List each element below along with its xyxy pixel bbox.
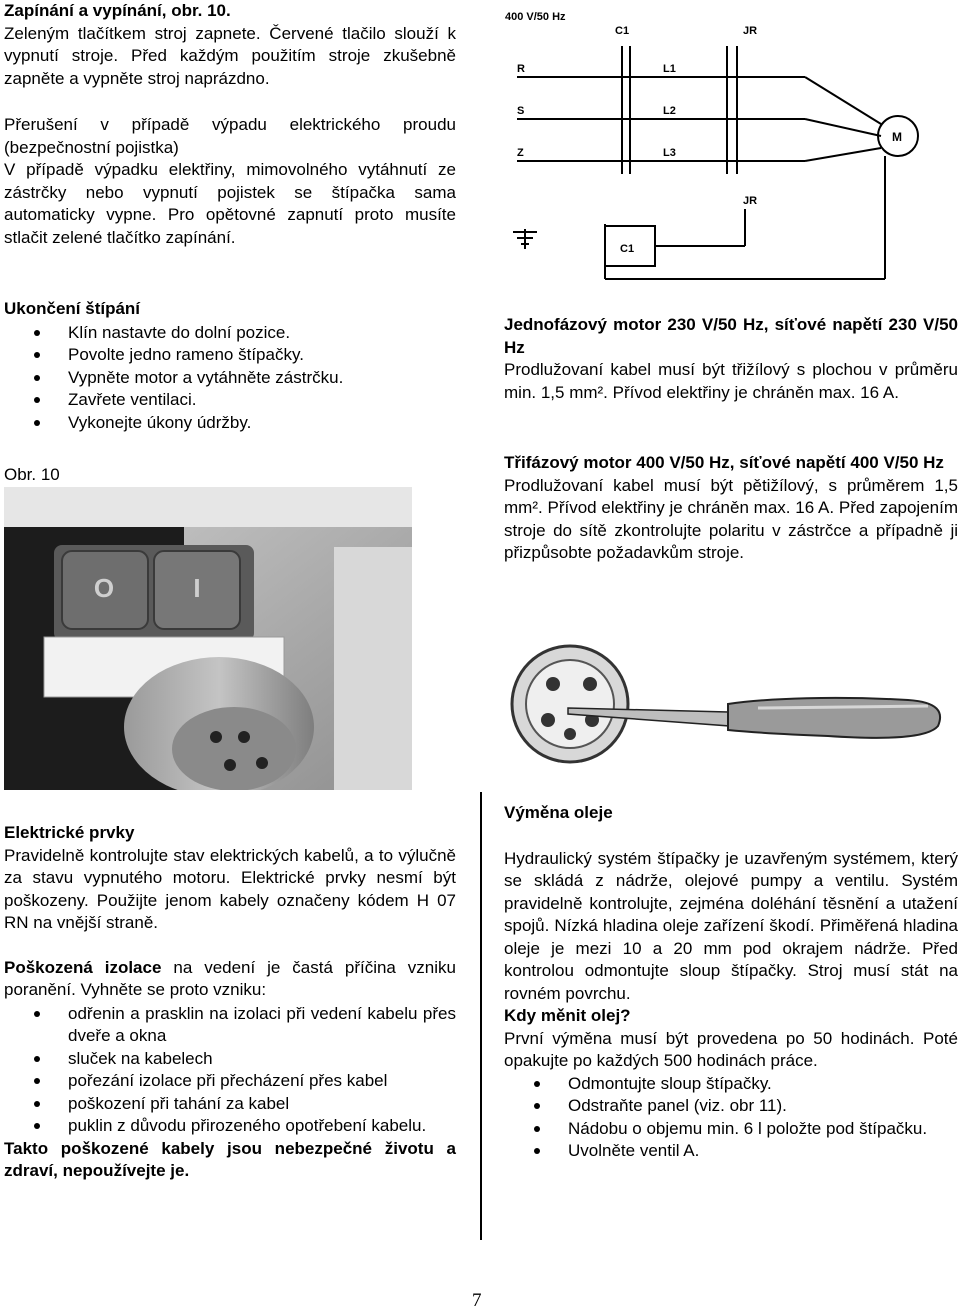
- list-item: pořezání izolace při přecházení přes kabel: [4, 1070, 456, 1093]
- switch-photo-drawing: [4, 487, 412, 790]
- diagram-voltage: 400 V/50 Hz: [505, 11, 566, 23]
- insulation-rest: na vedení je častá příčina vzniku poranění. Vyhněte se proto vzniku:: [4, 957, 456, 999]
- list-item: Vypněte motor a vytáhněte zástrčku.: [4, 367, 456, 390]
- list-item: Nádobu o objemu min. 6 l položte pod štípačku.: [504, 1118, 958, 1141]
- insulation-paragraph: [4, 957, 456, 1002]
- list-item: Zavřete ventilaci.: [4, 389, 456, 412]
- diagram-c1-box: C1: [620, 243, 635, 255]
- list-item: Odmontujte sloup štípačky.: [504, 1073, 958, 1096]
- three-phase-section: [504, 452, 958, 565]
- diagram-m: M: [892, 130, 902, 144]
- three-phase-body: Prodlužovaní kabel musí být pětižílový, s průměrem 1,5 mm². Přívod elektřiny je chráněn max. 16 A. Před zapojením stroje do sítě zkontrolujte polaritu v zástrčce a případně ji přizpůsobte požadavkům stroje.: [504, 475, 958, 562]
- diagram-jr-lower: JR: [743, 195, 758, 207]
- switch-photo: [4, 487, 412, 790]
- list-item: Vykonejte úkony údržby.: [4, 412, 456, 435]
- diagram-l1: L1: [663, 63, 676, 75]
- list-item: Odstraňte panel (viz. obr 11).: [504, 1095, 958, 1118]
- list-item: sluček na kabelech: [4, 1048, 456, 1071]
- power-failure-section: [4, 114, 456, 249]
- switching-section: [4, 0, 456, 90]
- electrical-section: [4, 822, 456, 1183]
- oil-list: [504, 1073, 958, 1163]
- ending-title: Ukončení štípání: [4, 299, 141, 318]
- diagram-s: S: [517, 105, 525, 117]
- list-item: odřenin a prasklin na izolaci při vedení kabelu přes dveře a okna: [4, 1003, 456, 1048]
- diagram-l2: L2: [663, 105, 676, 117]
- list-item: poškození při tahání za kabel: [4, 1093, 456, 1116]
- oil-title: Výměna oleje: [504, 803, 613, 822]
- on-button-label: I: [193, 573, 201, 603]
- figure-label: Obr. 10: [4, 465, 60, 484]
- wiring-diagram-svg: [505, 4, 920, 286]
- plug-screwdriver-drawing: [508, 642, 948, 772]
- list-item: Uvolněte ventil A.: [504, 1140, 958, 1163]
- diagram-c1: C1: [615, 25, 630, 37]
- diagram-z: Z: [517, 147, 524, 159]
- cable-warning: Takto poškozené kabely jsou nebezpečné životu a zdraví, nepoužívejte je.: [4, 1138, 456, 1180]
- electrical-title: Elektrické prvky: [4, 823, 135, 842]
- wiring-diagram: [505, 4, 920, 286]
- plug-screwdriver-photo: [508, 642, 948, 772]
- page-number: 7: [472, 1290, 482, 1311]
- diagram-r: R: [517, 63, 525, 75]
- oil-when-title: Kdy měnit olej?: [504, 1006, 631, 1025]
- oil-body: Hydraulický systém štípačky je uzavřeným systémem, který se skládá z nádrže, olejové pumpy a ventilu. Systém pravidelně kontrolujte, zejména doléhání těsnění a utažení spojů. Nízká hladina oleje zařízení škodí. Přiměřená hladina oleje je mezi 10 a 20 mm pod okrajem nádrže. Před kontrolou odmontujte sloup štípačky. Stroj musí stát na rovném povrchu.: [504, 848, 958, 1003]
- list-item: Klín nastavte do dolní pozice.: [4, 322, 456, 345]
- oil-when-body: První výměna musí být provedena po 50 hodinách. Poté opakujte po každých 500 hodinách práce.: [504, 1028, 958, 1070]
- electrical-list: [4, 1003, 456, 1138]
- switching-body: Zeleným tlačítkem stroj zapnete. Červené tlačilo slouží k vypnutí stroje. Před každým použitím stroje zkušebně zapněte a vypněte stroj naprázdno.: [4, 23, 456, 88]
- single-phase-section: [504, 314, 958, 404]
- list-item: puklin z důvodu přirozeného opotřebení kabelu.: [4, 1115, 456, 1138]
- list-item: Povolte jedno rameno štípačky.: [4, 344, 456, 367]
- off-button-label: O: [93, 573, 115, 603]
- single-phase-body: Prodlužovaní kabel musí být třižílový s plochou v průměru min. 1,5 mm². Přívod elektřiny je chráněn max. 16 A.: [504, 360, 958, 402]
- switching-title: Zapínání a vypínání, obr. 10.: [4, 1, 231, 20]
- column-divider: [480, 792, 482, 1240]
- three-phase-title: Třifázový motor 400 V/50 Hz, síťové napětí 400 V/50 Hz: [504, 453, 944, 472]
- electrical-body: Pravidelně kontrolujte stav elektrických kabelů, a to výlučně za stavu vypnutého motoru. Elektrické prvky nesmí být poškozeny. Použijte jenom kabely označeny kódem H 07 RN na vnější straně.: [4, 845, 456, 932]
- ending-list: [4, 322, 456, 435]
- power-failure-title: Přerušení v případě výpadu elektrického proudu (bezpečnostní pojistka): [4, 115, 456, 157]
- power-failure-body: V případě výpadku elektřiny, mimovolného vytáhnutí ze zástrčky nebo vypnutí pojistek se štípačka sama automaticky vypne. Pro opětovné zapnutí proto musíte stlačit zelené tlačítko zapínání.: [4, 160, 456, 247]
- insulation-bold: Poškozená izolace: [4, 957, 162, 977]
- single-phase-title: Jednofázový motor 230 V/50 Hz, síťové napětí 230 V/50 Hz: [504, 315, 958, 357]
- diagram-jr: JR: [743, 25, 758, 37]
- oil-section: [504, 802, 958, 1163]
- diagram-l3: L3: [663, 147, 676, 159]
- ending-section: [4, 298, 456, 434]
